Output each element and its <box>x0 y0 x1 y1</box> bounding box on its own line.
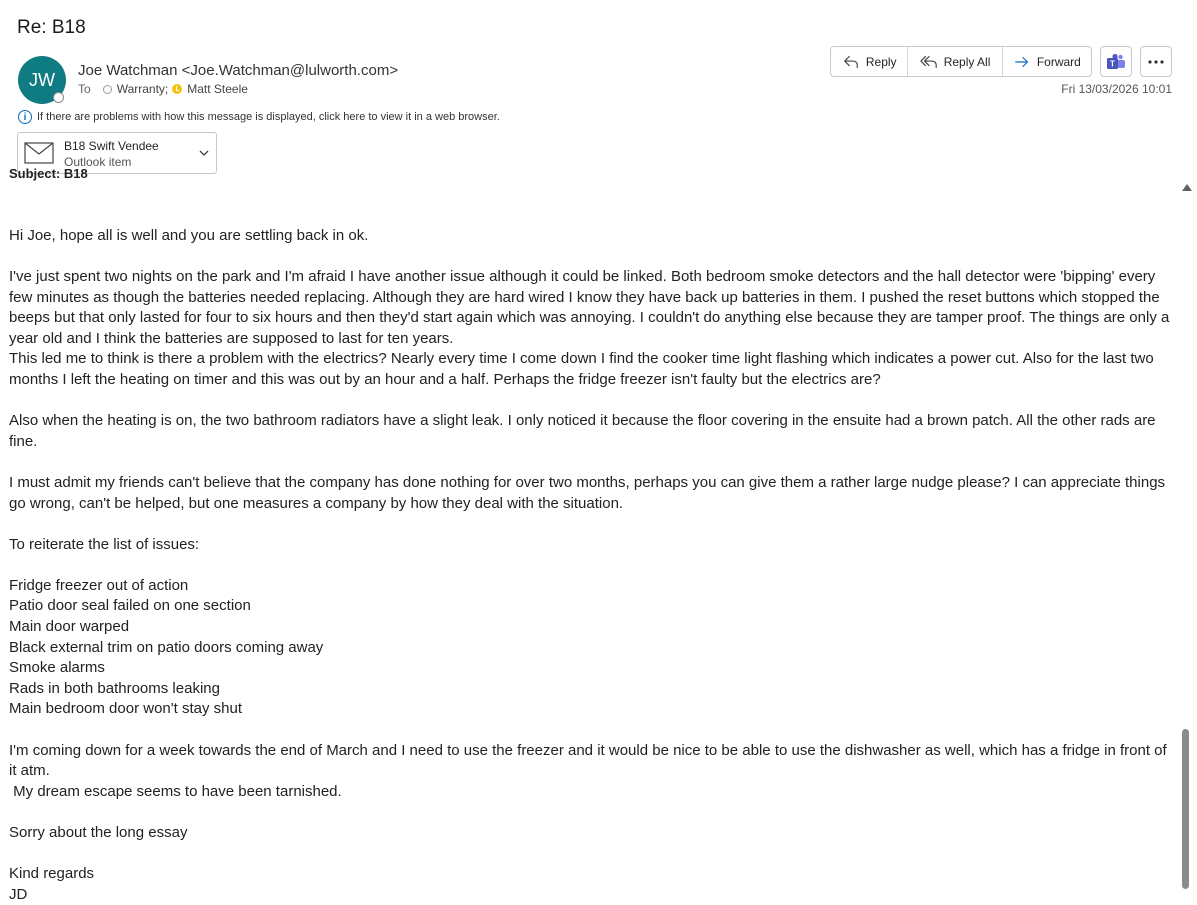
forward-label: Forward <box>1036 54 1081 69</box>
teams-icon <box>1106 52 1126 72</box>
ellipsis-icon <box>1147 59 1165 65</box>
recipient-warranty[interactable]: Warranty; <box>116 82 169 96</box>
info-bar[interactable] <box>18 110 500 124</box>
attachment-type: Outlook item <box>64 155 132 169</box>
reply-all-button[interactable] <box>908 47 1002 76</box>
issue-item: Fridge freezer out of action <box>9 576 189 594</box>
body-paragraph-6: My dream escape seems to have been tarnished. <box>9 782 342 800</box>
scroll-thumb[interactable] <box>1182 729 1189 889</box>
body-paragraph-1: I've just spent two nights on the park and I'm afraid I have another issue although it could be linked. Both bedroom smoke detectors and the hall detector were 'bipping' every few minutes as though the batteries needed replacing. Although they are hard wired I know they have back up batteries in them. I pushed the reset buttons which stopped the beeps but that only lasted for four to six hours and then they'd start again which was annoying. I couldn't do anything else because they are tamper proof. The things are only a year old and I think the batteries are supposed to last for ten years. <box>9 267 1174 347</box>
forward-icon <box>1013 53 1031 71</box>
to-label: To <box>78 82 91 96</box>
body-paragraph-2: This led me to think is there a problem with the electrics? Nearly every time I come down I find the cooker time light flashing which indicates a power cut. Also for the last two months I left the heating on timer and this was out by an hour and a half. Perhaps the fridge freezer isn't faulty but the electrics are? <box>9 350 1158 388</box>
issue-item: Smoke alarms <box>9 659 105 677</box>
response-toolbar <box>830 46 1092 77</box>
body-paragraph-5: I'm coming down for a week towards the end of March and I need to use the freezer and it would be nice to be able to use the dishwasher as well, which has a fridge in front of it atm. <box>9 741 1171 780</box>
chevron-down-icon[interactable] <box>198 146 210 160</box>
presence-away-icon <box>172 84 182 94</box>
reply-label: Reply <box>865 54 897 69</box>
message-body-text <box>9 164 1174 905</box>
greeting: Hi Joe, hope all is well and you are settling back in ok. <box>9 226 369 244</box>
sender-name[interactable]: Joe Watchman <Joe.Watchman@lulworth.com> <box>78 62 399 79</box>
teams-chat-button[interactable] <box>1100 46 1132 77</box>
issue-item: Patio door seal failed on one section <box>9 597 251 615</box>
recipient-matt-steele[interactable]: Matt Steele <box>187 82 248 96</box>
issue-item: Rads in both bathrooms leaking <box>9 679 220 697</box>
avatar-initials: JW <box>29 69 55 90</box>
message-date: Fri 13/03/2026 10:01 <box>1061 82 1172 96</box>
reply-all-label: Reply All <box>943 54 991 69</box>
body-paragraph-7: Sorry about the long essay <box>9 824 188 841</box>
cut-subject-line: Subject: B18 <box>9 166 88 181</box>
envelope-icon <box>24 142 54 164</box>
reply-all-icon <box>920 53 938 71</box>
scroll-up-arrow-icon[interactable] <box>1182 184 1192 191</box>
body-paragraph-4: I must admit my friends can't believe that the company has done nothing for over two months, perhaps you can give them a rather large nudge please? I can appreciate things go wrong, can't be helped, but one measures a company by how they deal with the situation. <box>9 473 1170 512</box>
message-subject: Re: B18 <box>17 17 86 38</box>
attachment-name: B18 Swift Vendee <box>64 139 159 153</box>
more-actions-button[interactable] <box>1140 46 1172 77</box>
recipients-line <box>78 82 248 96</box>
presence-status-icon <box>53 92 64 103</box>
vertical-scrollbar[interactable] <box>1180 180 1197 898</box>
info-icon: i <box>18 110 32 124</box>
forward-button[interactable] <box>1003 47 1091 76</box>
info-text[interactable]: If there are problems with how this message is displayed, click here to view it in a web browser. <box>37 111 500 123</box>
issue-item: Main door warped <box>9 618 130 636</box>
closing: Kind regards <box>9 865 95 883</box>
reply-icon <box>842 53 860 71</box>
issue-item: Main bedroom door won't stay shut <box>9 700 242 718</box>
svg-text:T: T <box>1110 59 1115 68</box>
message-body <box>0 166 1180 903</box>
issue-item: Black external trim on patio doors coming away <box>9 638 324 656</box>
body-paragraph-3: Also when the heating is on, the two bathroom radiators have a slight leak. I only noticed it because the floor covering in the ensuite had a brown patch. All the other rads are fine. <box>9 412 1160 450</box>
reply-button[interactable] <box>831 47 908 76</box>
signature: JD <box>9 885 28 903</box>
presence-unknown-icon <box>103 85 112 94</box>
list-intro: To reiterate the list of issues: <box>9 535 200 553</box>
